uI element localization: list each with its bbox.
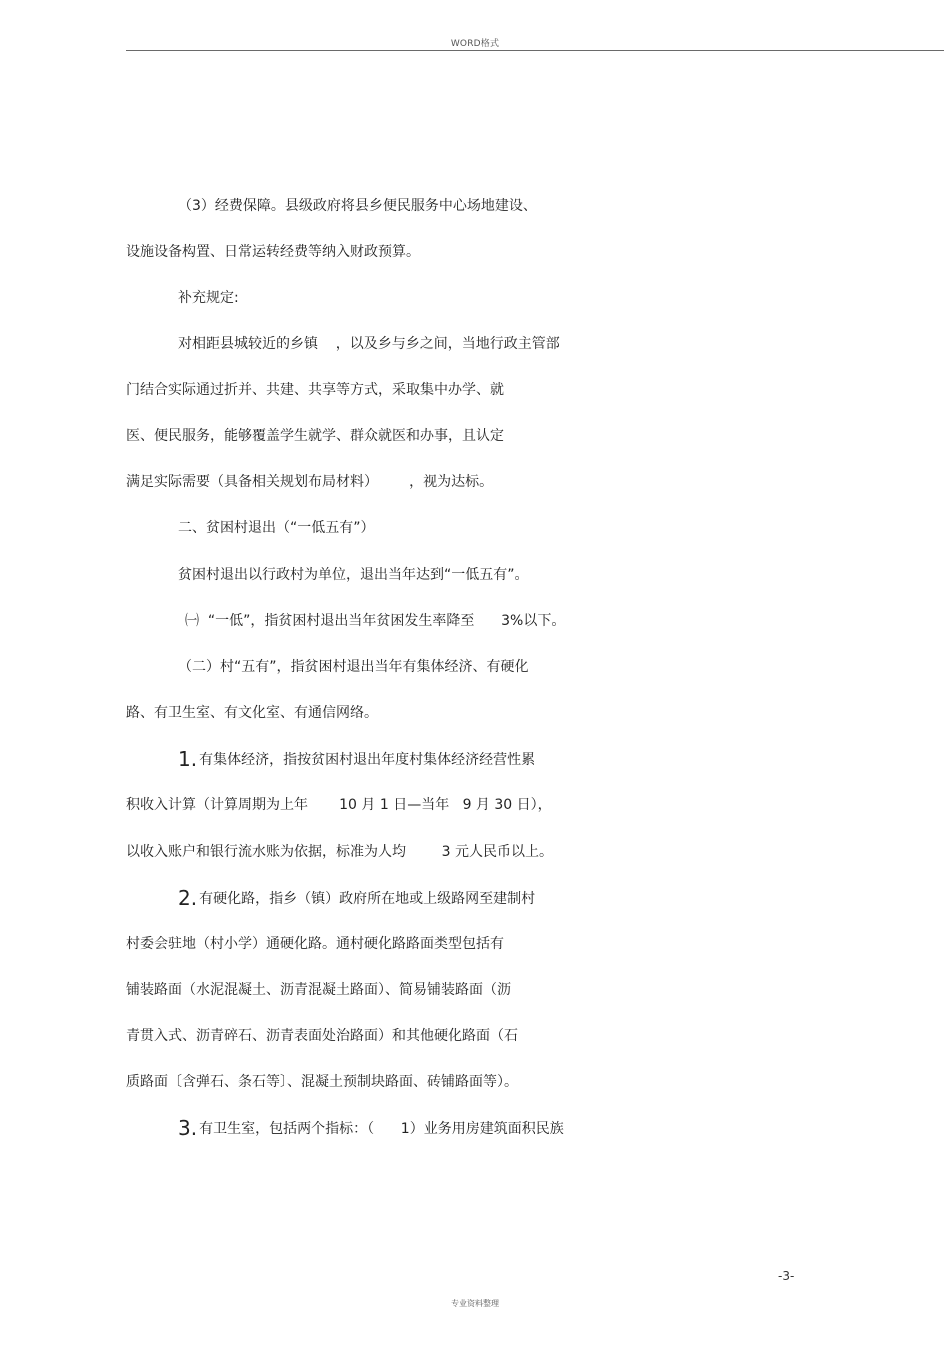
paragraph-line: 满足实际需要（具备相关规划布局材料） ，视为达标。 (126, 474, 494, 490)
item-number: 2. (178, 886, 198, 910)
paragraph-line: 青贯入式、沥青碎石、沥青表面处治路面）和其他硬化路面（石 (126, 1028, 518, 1044)
paragraph-line: 医、便民服务，能够覆盖学生就学、群众就医和办事，且认定 (126, 428, 504, 444)
paragraph-line: 贫困村退出以行政村为单位，退出当年达到“一低五有”。 (178, 567, 529, 583)
paragraph-line: 路、有卫生室、有文化室、有通信网络。 (126, 705, 378, 721)
paragraph-line: 村委会驻地（村小学）通硬化路。通村硬化路路面类型包括有 (126, 936, 504, 952)
item-text: 有卫生室，包括两个指标：（ 1）业务用房建筑面积民族 (199, 1121, 564, 1137)
item-number: 1. (178, 747, 198, 771)
numbered-item-line (178, 1116, 564, 1140)
paragraph-line: 铺装路面（水泥混凝土、沥青混凝土路面）、简易铺装路面（沥 (126, 982, 511, 998)
paragraph-line: 补充规定: (178, 290, 239, 306)
paragraph-line: 积收入计算（计算周期为上年 10 月 1 日—当年 9 月 30 日）， (126, 797, 552, 813)
paragraph-line: （二）村“五有”，指贫困村退出当年有集体经济、有硬化 (178, 659, 529, 675)
paragraph-line: 对相距县城较近的乡镇 ，以及乡与乡之间，当地行政主管部 (178, 336, 560, 352)
paragraph-line: ㈠ “一低”，指贫困村退出当年贫困发生率降至 3%以下。 (185, 613, 566, 629)
footer-text: 专业资料整理 (451, 1299, 499, 1308)
page-header-text: WORD格式 (450, 39, 500, 49)
header-divider (126, 50, 944, 51)
paragraph-line: 设施设备构置、日常运转经费等纳入财政预算。 (126, 244, 420, 260)
item-text: 有集体经济，指按贫困村退出年度村集体经济经营性累 (199, 752, 536, 768)
paragraph-line: 质路面〔含弹石、条石等〕、混凝土预制块路面、砖铺路面等）。 (126, 1074, 518, 1090)
numbered-item-line (178, 747, 536, 771)
paragraph-line: （3）经费保障。县级政府将县乡便民服务中心场地建设、 (178, 198, 537, 214)
paragraph-line: 门结合实际通过折并、共建、共享等方式，采取集中办学、就 (126, 382, 504, 398)
paragraph-line: 以收入账户和银行流水账为依据，标准为人均 3 元人民币以上。 (126, 844, 553, 860)
section-heading: 二、贫困村退出（“一低五有”） (178, 520, 375, 536)
numbered-item-line (178, 886, 536, 910)
page-number: -3- (778, 1269, 795, 1283)
item-number: 3. (178, 1116, 198, 1140)
item-text: 有硬化路，指乡（镇）政府所在地或上级路网至建制村 (199, 891, 536, 907)
